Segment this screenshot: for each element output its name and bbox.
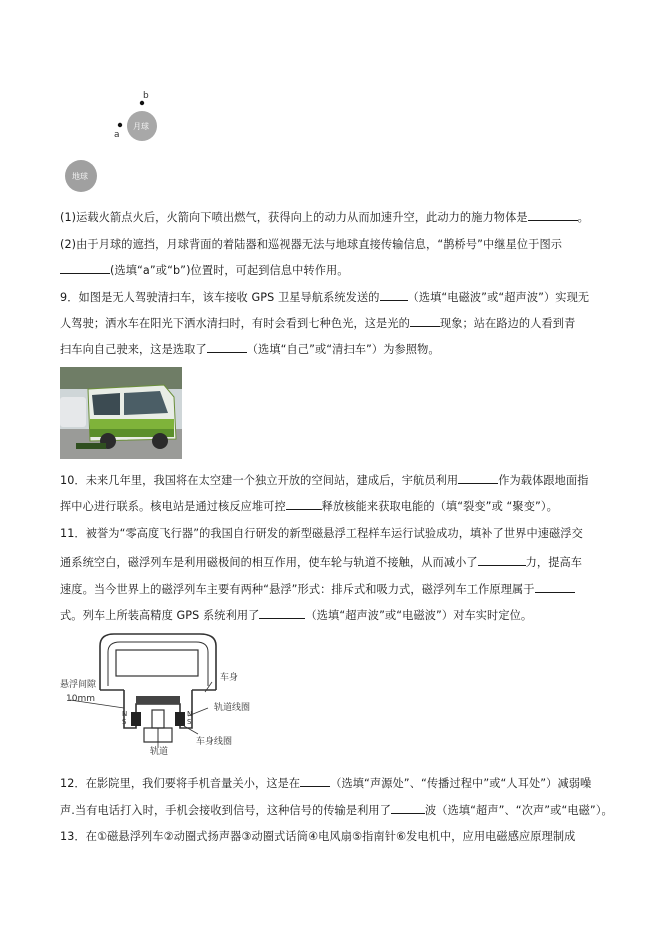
q12-line-1	[60, 776, 591, 791]
q11-line-1	[60, 527, 583, 541]
q9-line-2	[60, 316, 575, 331]
q8-text-3b: (选填“a”或“b”)位置时，可起到信息中转作用。	[110, 264, 349, 277]
earth-moon-figure	[62, 88, 172, 193]
q11-text-2a: 通系统空白，磁浮列车是利用磁极间的相互作用，使车轮与轨道不接触，从而减小了	[60, 556, 478, 569]
q9-text-1b: （选填“电磁波”或“超声波”）实现无	[407, 291, 590, 304]
q12-text-2b: 波（选填“超声”、“次声”或“电磁”）。	[425, 804, 613, 817]
q11-line-3	[60, 582, 575, 597]
q8-text-2: (2)由于月球的遮挡，月球背面的着陆器和巡视器无法与地球直接传输信息，“鹊桥号”中继星位于图示	[60, 238, 563, 251]
q8-line-3	[60, 263, 349, 278]
street-sweeper-image	[60, 367, 182, 459]
q8-line-2	[60, 238, 562, 252]
q9-text-3a: 扫车向自己驶来，这是选取了	[60, 343, 207, 356]
answer-blank[interactable]	[380, 290, 408, 301]
gap-label: 悬浮间隙	[60, 680, 97, 690]
point-b-dot	[140, 101, 144, 105]
answer-blank[interactable]	[458, 473, 498, 484]
pole-label: N	[122, 710, 128, 718]
answer-blank[interactable]	[300, 776, 330, 787]
moon-label: 月球	[133, 122, 149, 131]
answer-blank[interactable]	[60, 263, 110, 274]
q9-text-1a: 9．如图是无人驾驶清扫车，该车接收 GPS 卫星导航系统发送的	[60, 291, 380, 304]
q8-text-1a: (1)运载火箭点火后，火箭向下喷出燃气，获得向上的动力从而加速升空，此动力的施力物体是	[60, 211, 528, 224]
q9-text-2a: 人驾驶；洒水车在阳光下洒水清扫时，有时会看到七种色光，这是光的	[60, 317, 410, 330]
answer-blank[interactable]	[391, 803, 425, 814]
q9-line-3	[60, 342, 440, 357]
q9-line-1	[60, 290, 589, 305]
q11-text-2b: 力，提高车	[525, 556, 583, 569]
body-label: 车身	[220, 673, 239, 683]
point-b-label: b	[143, 91, 149, 101]
q10-text-1b: 作为载体跟地面指	[498, 474, 589, 487]
maglev-diagram	[60, 630, 280, 758]
gap-value: 10mm	[66, 694, 95, 704]
q10-text-2a: 挥中心进行联系。核电站是通过核反应堆可控	[60, 500, 286, 513]
answer-blank[interactable]	[286, 499, 322, 510]
pole-label: S	[187, 718, 192, 726]
q13-text-1: 13．在①磁悬浮列车②动圈式扬声器③动圈式话筒④电风扇⑤指南针⑥发电机中，应用电磁感应原理制成	[60, 830, 576, 843]
body-coil-label: 车身线圈	[196, 737, 233, 747]
answer-blank[interactable]	[207, 342, 247, 353]
answer-blank[interactable]	[259, 608, 305, 619]
q8-line-1	[60, 210, 589, 225]
point-a-label: a	[114, 130, 120, 140]
q11-text-1: 11．被誉为“零高度飞行器”的我国自行研发的新型磁悬浮工程样车运行试验成功，填补了世界中速磁浮交	[60, 527, 583, 540]
q8-text-1b: 。	[577, 211, 589, 224]
track-label: 轨道	[150, 747, 169, 757]
q10-text-2b: 释放核能来获取电能的（填“裂变”或 “聚变”）。	[321, 500, 558, 513]
q13-line-1	[60, 830, 575, 844]
q11-line-4	[60, 608, 532, 623]
q12-text-1b: （选填“声源处”、“传播过程中”或“人耳处”）减弱噪	[330, 777, 592, 790]
q9-text-3b: （选填“自己”或“清扫车”）为参照物。	[246, 343, 440, 356]
point-a-dot	[118, 123, 122, 127]
q12-line-2	[60, 803, 613, 818]
pole-label: N	[187, 710, 193, 718]
q11-text-3: 速度。当今世界上的磁浮列车主要有两种“悬浮”形式：排斥式和吸力式，磁浮列车工作原理属于	[60, 583, 535, 596]
q12-text-2a: 声.当有电话打入时，手机会接收到信号，这种信号的传输是利用了	[60, 804, 391, 817]
pole-label: S	[122, 718, 127, 726]
answer-blank[interactable]	[535, 582, 575, 593]
answer-blank[interactable]	[528, 210, 578, 221]
earth-label: 地球	[72, 172, 88, 181]
answer-blank[interactable]	[478, 555, 526, 566]
q11-text-4b: （选填“超声波”或“电磁波”）对车实时定位。	[305, 609, 533, 622]
q11-line-2	[60, 555, 582, 570]
q11-text-4a: 式。列车上所装高精度 GPS 系统利用了	[60, 609, 260, 622]
q10-line-1	[60, 473, 589, 488]
q12-text-1a: 12．在影院里，我们要将手机音量关小，这是在	[60, 777, 301, 790]
street-sweeper-photo	[60, 367, 182, 459]
q10-line-2	[60, 499, 558, 514]
track-coil-label: 轨道线圈	[214, 703, 251, 713]
q10-text-1a: 10．未来几年里，我国将在太空建一个独立开放的空间站，建成后，宇航员利用	[60, 474, 459, 487]
answer-blank[interactable]	[410, 316, 440, 327]
q9-text-2b: 现象；站在路边的人看到青	[439, 317, 576, 330]
